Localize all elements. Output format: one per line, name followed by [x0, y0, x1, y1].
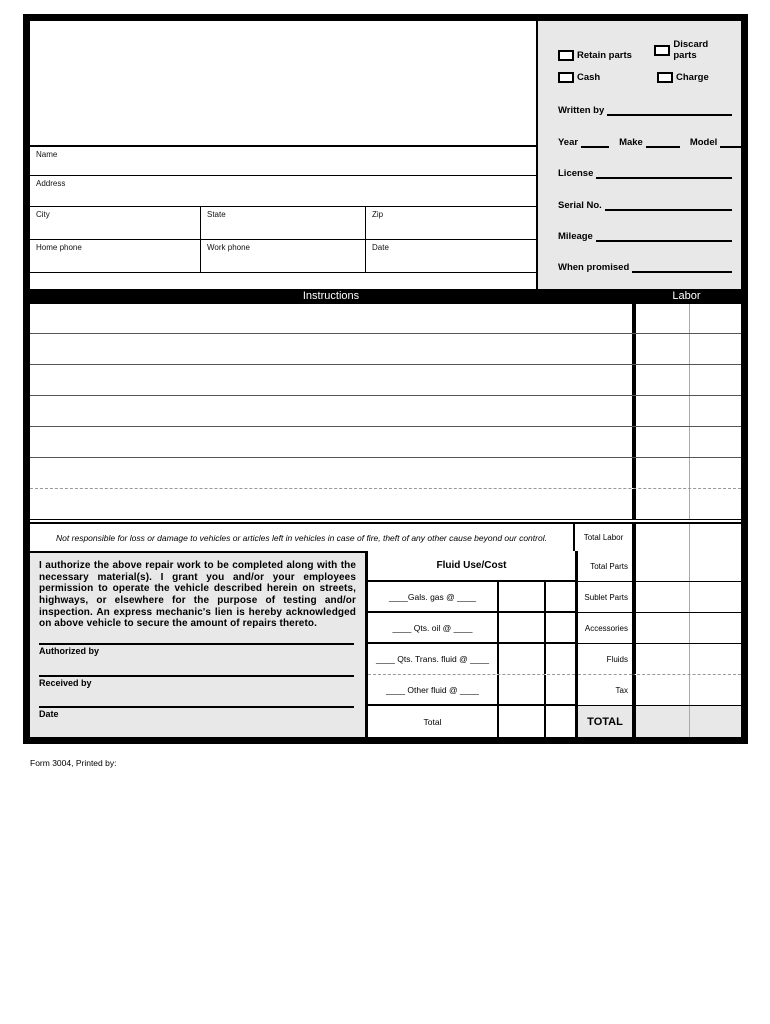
- year-label: Year: [558, 137, 579, 148]
- city-field[interactable]: [30, 207, 200, 239]
- labor-dollars-cell[interactable]: [636, 396, 690, 426]
- authorized-by-label: Authorized by: [39, 646, 99, 656]
- fluid-use-cost-table: [368, 551, 575, 737]
- authorized-by-block: [39, 643, 354, 656]
- date-field[interactable]: [365, 240, 536, 272]
- fluid-total-cents-cell[interactable]: [544, 706, 575, 737]
- model-line[interactable]: [720, 137, 746, 148]
- accessories-amount-cell: [632, 613, 741, 644]
- instruction-cell[interactable]: [30, 489, 632, 519]
- authorized-by-signature-line[interactable]: [39, 643, 354, 645]
- labor-amount-cell: [632, 427, 741, 457]
- fluids-dollars-cell[interactable]: [636, 644, 690, 674]
- instruction-row: [30, 458, 741, 489]
- zip-field[interactable]: [365, 207, 536, 239]
- mileage-line[interactable]: [596, 231, 732, 242]
- cash-checkbox-icon[interactable]: [558, 72, 574, 83]
- sublet-parts-label: Sublet Parts: [578, 582, 632, 613]
- zip-label: Zip: [372, 210, 384, 219]
- vehicle-info-panel: [536, 21, 741, 289]
- other-fluid-dollars-cell[interactable]: [497, 675, 544, 704]
- instruction-row: [30, 365, 741, 396]
- fluids-cents-cell[interactable]: [690, 644, 741, 674]
- labor-header: Labor: [672, 290, 701, 302]
- fluid-row-oil: [368, 613, 575, 644]
- labor-dollars-cell[interactable]: [636, 365, 690, 395]
- written-by-row: [558, 105, 732, 116]
- other-fluid-label: ____ Other fluid @ ____: [386, 684, 479, 695]
- oil-dollars-cell[interactable]: [497, 613, 544, 642]
- sublet-parts-cents-cell[interactable]: [690, 582, 741, 612]
- fluid-total-label: Total: [423, 716, 442, 727]
- cash-option: [558, 72, 657, 83]
- instruction-row: [30, 427, 741, 458]
- instruction-cell[interactable]: [30, 365, 632, 395]
- name-field[interactable]: [30, 147, 536, 175]
- home-phone-field[interactable]: [30, 240, 200, 272]
- summary-amounts-column: [632, 551, 741, 737]
- make-line[interactable]: [646, 137, 680, 148]
- authorization-text: I authorize the above repair work to be completed along with the necessary material(s). I grant you and/or your employees permission to operate the vehicle described herein on streets, highways, or elsewhere for the purpose of testing and/or inspection. An express mechanic's lien is hereby acknowledged on above vehicle to secure the amount of repairs thereto.: [39, 560, 356, 630]
- written-by-label: Written by: [558, 105, 605, 116]
- labor-cents-cell[interactable]: [690, 396, 741, 426]
- charge-label: Charge: [676, 72, 709, 83]
- disclaimer-text: Not responsible for loss or damage to vehicles or articles left in vehicles in case of fire, theft of any other cause beyond our control.: [56, 532, 547, 543]
- discard-parts-label: Discard parts: [673, 39, 709, 61]
- when-promised-line[interactable]: [632, 262, 732, 273]
- labor-dollars-cell[interactable]: [636, 334, 690, 364]
- date-signed-label: Date: [39, 709, 59, 719]
- tax-amount-cell: [632, 675, 741, 706]
- total-labor-amount-cell: [632, 524, 741, 551]
- gas-cents-cell[interactable]: [544, 582, 575, 611]
- retain-parts-option: [558, 50, 654, 61]
- sublet-parts-amount-cell: [632, 582, 741, 613]
- repair-order-form: [23, 14, 748, 744]
- date-label: Date: [372, 243, 389, 252]
- total-parts-dollars-cell[interactable]: [636, 551, 690, 581]
- grand-total-dollars-cell[interactable]: [636, 706, 690, 737]
- year-line[interactable]: [581, 137, 609, 148]
- sublet-parts-dollars-cell[interactable]: [636, 582, 690, 612]
- address-label: Address: [36, 179, 66, 188]
- section-header-bar: [30, 289, 741, 304]
- received-by-label: Received by: [39, 678, 92, 688]
- other-fluid-cents-cell[interactable]: [544, 675, 575, 704]
- total-parts-label: Total Parts: [578, 551, 632, 582]
- fluids-amount-cell: [632, 644, 741, 675]
- retain-parts-label: Retain parts: [577, 50, 632, 61]
- grand-total-amount-cell: [632, 706, 741, 737]
- oil-cents-cell[interactable]: [544, 613, 575, 642]
- labor-cents-cell[interactable]: [690, 334, 741, 364]
- total-labor-dollars-cell[interactable]: [636, 524, 690, 551]
- year-make-model-row: [558, 137, 732, 148]
- work-phone-label: Work phone: [207, 243, 250, 252]
- when-promised-label: When promised: [558, 262, 630, 273]
- empty-strip: [30, 273, 536, 289]
- grand-total-label: TOTAL: [578, 706, 632, 737]
- serial-no-label: Serial No.: [558, 200, 602, 211]
- fluid-row-trans: [368, 644, 575, 675]
- fluid-row-gas: [368, 582, 575, 613]
- tax-dollars-cell[interactable]: [636, 675, 690, 705]
- labor-amount-cell: [632, 365, 741, 395]
- fluid-use-cost-header: Fluid Use/Cost: [368, 551, 575, 582]
- instruction-cell[interactable]: [30, 304, 632, 333]
- discard-parts-checkbox-icon[interactable]: [654, 45, 670, 56]
- home-phone-label: Home phone: [36, 243, 82, 252]
- labor-cents-cell[interactable]: [690, 489, 741, 519]
- total-labor-cents-cell[interactable]: [690, 524, 741, 551]
- instructions-header: Instructions: [302, 290, 360, 302]
- disclaimer-band: [30, 522, 741, 551]
- charge-option: [657, 72, 709, 83]
- labor-amount-cell: [632, 489, 741, 519]
- shop-info-box[interactable]: [30, 21, 536, 147]
- payment-options-row: [558, 72, 732, 83]
- fluid-total-dollars-cell[interactable]: [497, 706, 544, 737]
- accessories-cents-cell[interactable]: [690, 613, 741, 643]
- instruction-row: [30, 304, 741, 334]
- name-row: [30, 147, 536, 176]
- make-label: Make: [619, 137, 643, 148]
- gas-dollars-cell[interactable]: [497, 582, 544, 611]
- date-block: [39, 706, 354, 719]
- written-by-line[interactable]: [607, 105, 732, 116]
- retain-parts-checkbox-icon[interactable]: [558, 50, 574, 61]
- received-by-signature-line[interactable]: [39, 675, 354, 677]
- trans-fluid-label: ____ Qts. Trans. fluid @ ____: [375, 654, 490, 664]
- model-label: Model: [689, 137, 718, 148]
- labor-amount-cell: [632, 304, 741, 333]
- oil-label: ____ Qts. oil @ ____: [392, 622, 473, 633]
- mileage-row: [558, 231, 732, 242]
- labor-amount-cell: [632, 334, 741, 364]
- name-label: Name: [36, 150, 58, 159]
- fluid-row-other: [368, 675, 575, 706]
- labor-dollars-cell[interactable]: [636, 458, 690, 488]
- labor-cents-cell[interactable]: [690, 365, 741, 395]
- labor-amount-cell: [632, 458, 741, 488]
- mileage-label: Mileage: [558, 231, 593, 242]
- fluids-label: Fluids: [578, 644, 632, 675]
- labor-cents-cell[interactable]: [690, 458, 741, 488]
- instruction-row: [30, 396, 741, 427]
- gas-label: ____Gals. gas @ ____: [388, 591, 477, 602]
- instruction-cell[interactable]: [30, 427, 632, 457]
- date-signature-line[interactable]: [39, 706, 354, 708]
- labor-amount-cell: [632, 396, 741, 426]
- labor-cents-cell[interactable]: [690, 427, 741, 457]
- customer-section: [30, 21, 536, 289]
- trans-fluid-cents-cell[interactable]: [544, 644, 575, 674]
- total-labor-label: Total Labor: [573, 524, 632, 551]
- charge-checkbox-icon[interactable]: [657, 72, 673, 83]
- serial-no-line[interactable]: [605, 200, 732, 211]
- instruction-cell[interactable]: [30, 396, 632, 426]
- total-parts-cents-cell[interactable]: [690, 551, 741, 581]
- parts-options-row: [558, 39, 732, 61]
- instructions-table: [30, 304, 741, 520]
- summary-labels-column: [575, 551, 632, 737]
- trans-fluid-dollars-cell[interactable]: [497, 644, 544, 674]
- state-label: State: [207, 210, 226, 219]
- address-row: [30, 176, 536, 207]
- labor-dollars-cell[interactable]: [636, 489, 690, 519]
- form-footer-note: Form 3004, Printed by:: [30, 758, 117, 768]
- work-phone-field[interactable]: [200, 240, 365, 272]
- grand-total-cents-cell[interactable]: [690, 706, 741, 737]
- accessories-dollars-cell[interactable]: [636, 613, 690, 643]
- bottom-section: [30, 551, 741, 737]
- license-line[interactable]: [596, 168, 732, 179]
- discard-parts-option: [654, 39, 732, 61]
- address-field[interactable]: [30, 176, 536, 206]
- labor-dollars-cell[interactable]: [636, 427, 690, 457]
- license-row: [558, 168, 732, 179]
- labor-dollars-cell[interactable]: [636, 304, 690, 333]
- accessories-label: Accessories: [578, 613, 632, 644]
- city-state-zip-row: [30, 207, 536, 240]
- instruction-row: [30, 334, 741, 365]
- instruction-cell[interactable]: [30, 458, 632, 488]
- fluid-row-total: [368, 706, 575, 737]
- instruction-row: [30, 489, 741, 520]
- cash-label: Cash: [577, 72, 601, 83]
- city-label: City: [36, 210, 50, 219]
- license-label: License: [558, 168, 594, 179]
- tax-cents-cell[interactable]: [690, 675, 741, 705]
- labor-cents-cell[interactable]: [690, 304, 741, 333]
- authorization-box: [30, 551, 368, 737]
- serial-no-row: [558, 200, 732, 211]
- state-field[interactable]: [200, 207, 365, 239]
- phone-date-row: [30, 240, 536, 273]
- tax-label: Tax: [578, 675, 632, 706]
- received-by-block: [39, 675, 354, 688]
- instruction-cell[interactable]: [30, 334, 632, 364]
- when-promised-row: [558, 262, 732, 273]
- total-parts-amount-cell: [632, 551, 741, 582]
